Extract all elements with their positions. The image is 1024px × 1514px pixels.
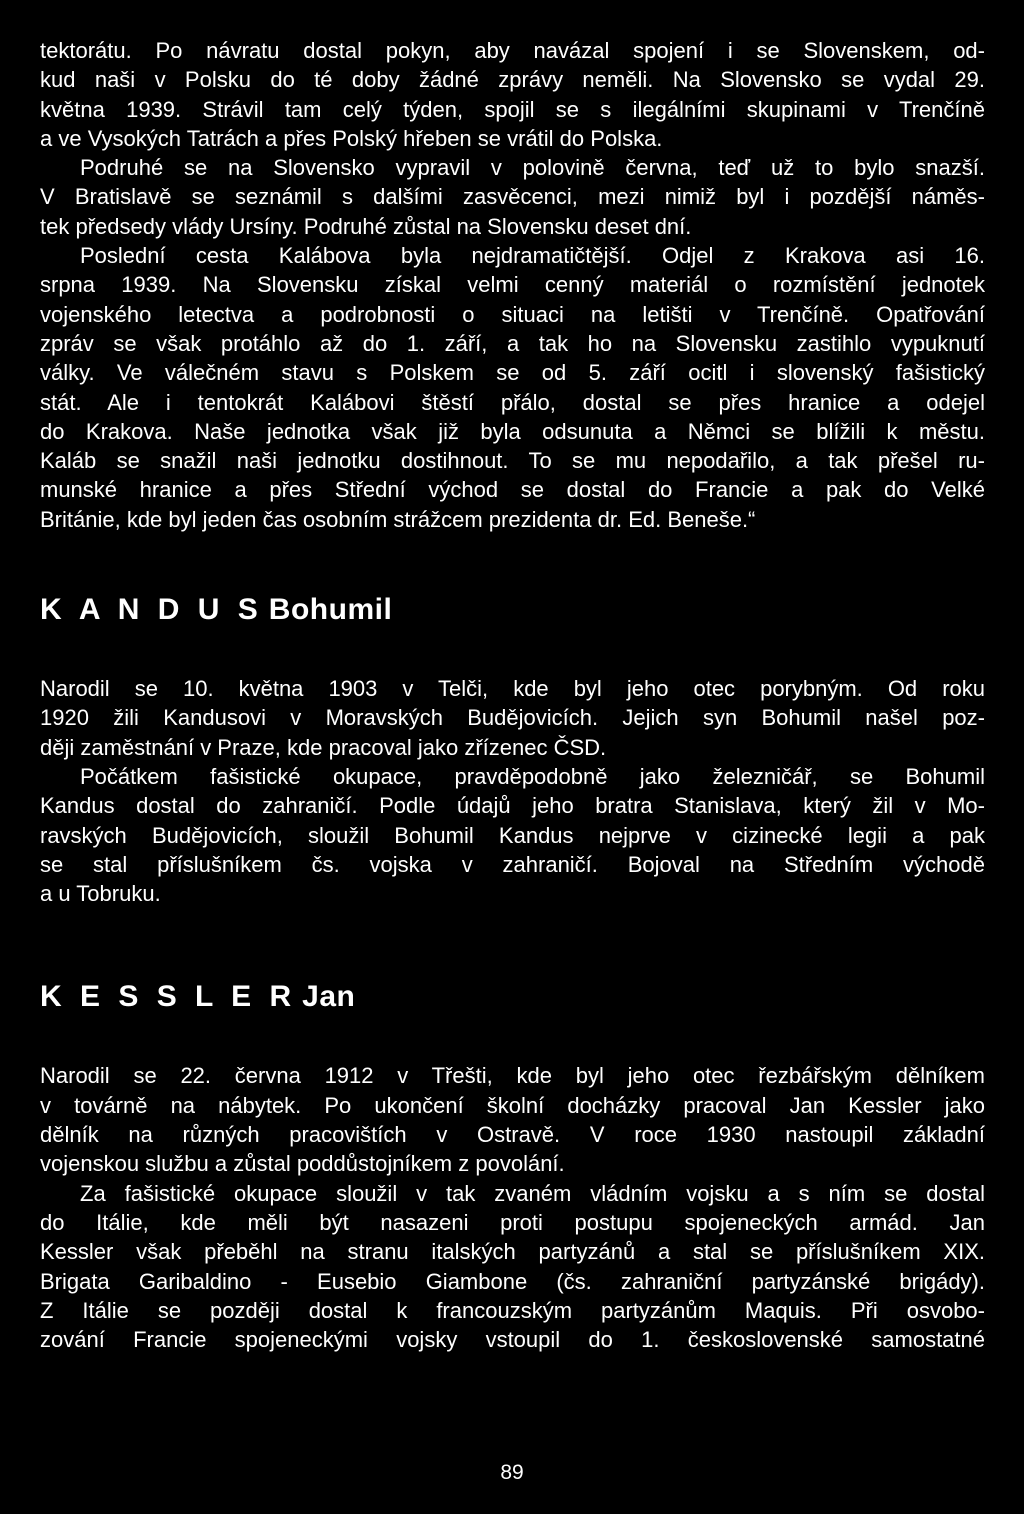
text-line: Kandus dostal do zahraničí. Podle údajů jeho bratra Stanislava, který žil v Mo-	[40, 793, 985, 819]
text-line: zování Francie spojeneckými vojsky vstoupil do 1. československé samostatné	[40, 1327, 985, 1353]
heading-given-name: Bohumil	[268, 593, 393, 627]
text-line: Británie, kde byl jeden čas osobním strážcem prezidenta dr. Ed. Beneše.“	[40, 506, 756, 532]
text-line: vojenskou službu a zůstal poddůstojníkem z povolání.	[40, 1151, 565, 1177]
text-line: Podruhé se na Slovensko vypravil v polovině června, teď už to bylo snazší.	[80, 155, 985, 181]
section-kessler-text	[40, 1061, 985, 1354]
text-line: kud naši v Polsku do té doby žádné zprávy neměli. Na Slovensko se vydal 29.	[40, 67, 985, 93]
text-line: Narodil se 10. května 1903 v Telči, kde byl jeho otec porybným. Od roku	[40, 676, 985, 702]
text-line: Za fašistické okupace sloužil v tak zvaném vládním vojsku a s ním se dostal	[80, 1180, 985, 1206]
text-line: V Bratislavě se seznámil s dalšími zasvěcenci, mezi nimiž byl i pozdější náměs-	[40, 184, 985, 210]
text-line: a ve Vysokých Tatrách a přes Polský hřeben se vrátil do Polska.	[40, 125, 663, 151]
text-line: zpráv se však protáhlo až do 1. září, a tak ho na Slovensku zastihlo vypuknutí	[40, 330, 985, 356]
text-line: tektorátu. Po návratu dostal pokyn, aby navázal spojení i se Slovenskem, od-	[40, 38, 985, 63]
text-line: a u Tobruku.	[40, 881, 161, 907]
text-line: munské hranice a přes Střední východ se dostal do Francie a pak do Velké	[40, 477, 985, 503]
text-line: se stal příslušníkem čs. vojska v zahraničí. Bojoval na Středním východě	[40, 851, 985, 877]
text-line: srpna 1939. Na Slovensku získal velmi cenný materiál o rozmístění jednotek	[40, 272, 985, 298]
page-number: 89	[500, 1461, 524, 1484]
text-line: 1920 žili Kandusovi v Moravských Budějovicích. Jejich syn Bohumil našel poz-	[40, 705, 985, 731]
text-line: ději zaměstnání v Praze, kde pracoval jako zřízenec ČSD.	[40, 734, 607, 760]
text-line: vojenského letectva a podrobnosti o situaci na letišti v Trenčíně. Opatřování	[40, 301, 985, 327]
text-line: Brigata Garibaldino - Eusebio Giambone (čs. zahraniční partyzánské brigády).	[40, 1268, 985, 1294]
text-line: dělník na různých pracovištích v Ostravě. V roce 1930 nastoupil základní	[40, 1122, 985, 1148]
heading-kandus	[40, 592, 985, 628]
text-line: do Krakova. Naše jednotka však již byla odsunuta a Němci se blížili k městu.	[40, 418, 985, 444]
heading-given-name: Jan	[302, 980, 356, 1014]
text-line: Počátkem fašistické okupace, pravděpodobně jako železničář, se Bohumil	[80, 763, 985, 789]
heading-kessler	[40, 979, 985, 1015]
text-line: Kessler však přeběhl na stranu italských partyzánů a stal se příslušníkem XIX.	[40, 1239, 985, 1265]
text-line: v továrně na nábytek. Po ukončení školní docházky pracoval Jan Kessler jako	[40, 1092, 985, 1118]
text-line: do Itálie, kde měli být nasazeni proti postupu spojeneckých armád. Jan	[40, 1209, 985, 1235]
heading-surname: K E S S L E R	[40, 980, 297, 1014]
text-line: Poslední cesta Kalábova byla nejdramatičtější. Odjel z Krakova asi 16.	[80, 243, 985, 269]
section-kalab-text	[40, 36, 985, 534]
text-line: Z Itálie se později dostal k francouzským partyzánům Maquis. Při osvobo-	[40, 1297, 985, 1323]
text-line: tek předsedy vlády Ursíny. Podruhé zůstal na Slovensku deset dní.	[40, 213, 692, 239]
section-kandus-text	[40, 674, 985, 908]
page-body	[40, 36, 985, 1354]
text-line: Narodil se 22. června 1912 v Třešti, kde byl jeho otec řezbářským dělníkem	[40, 1063, 985, 1089]
text-line: května 1939. Strávil tam celý týden, spojil se s ilegálními skupinami v Trenčíně	[40, 96, 985, 122]
text-line: války. Ve válečném stavu s Polskem se od 5. září ocitl i slovenský fašistický	[40, 360, 985, 386]
text-line: Kaláb se snažil naši jednotku dostihnout. To se mu nepodařilo, a tak přešel ru-	[40, 448, 985, 474]
text-line: stát. Ale i tentokrát Kalábovi štěstí přálo, dostal se přes hranice a odejel	[40, 389, 985, 415]
heading-surname: K A N D U S	[40, 593, 263, 627]
text-line: ravských Budějovicích, sloužil Bohumil Kandus nejprve v cizinecké legii a pak	[40, 822, 985, 848]
